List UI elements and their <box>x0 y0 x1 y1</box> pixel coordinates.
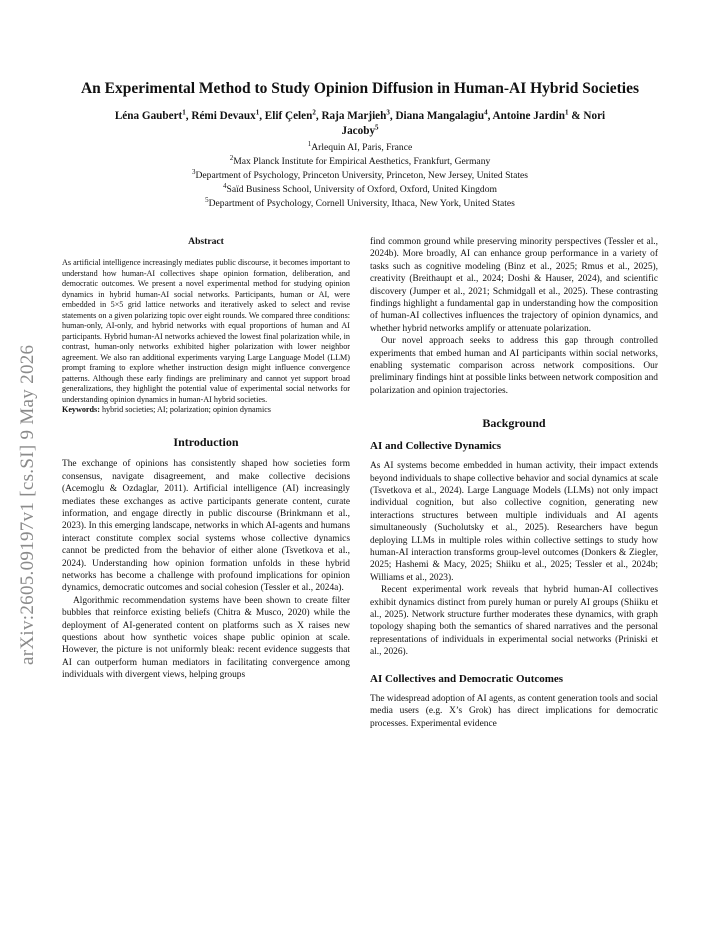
body-paragraph: Recent experimental work reveals that hybrid human-AI collectives exhibit dynamics distinct from purely human or purely AI groups (Shiiku et al., 2025). Network structure further moderates these dynamics, with graph topology shaping both the semantics of shared narratives and the personal representations of individuals in experimental social networks (Priniski et al., 2026). <box>370 585 658 658</box>
author: Antoine Jardin$^1$ <box>492 108 569 122</box>
subsection-heading: AI and Collective Dynamics <box>370 439 502 452</box>
author: Diana Mangalagiu$^4$ <box>395 108 488 122</box>
background-heading: Background <box>482 416 546 431</box>
author: Raja Marjieh$^3$ <box>321 108 390 122</box>
author: Rémi Devaux$^1$ <box>191 108 260 122</box>
abstract-text: As artificial intelligence increasingly mediates public discourse, it becomes important to understand how human-AI collectives shape opinion formation, deliberation, and democratic outcomes. We present a novel experimental method for studying opinion dynamics in hybrid human-AI social networks. Participants, human or AI, were embedded in 5×5 grid lattice networks and iteratively asked to select and revise statements on a given polarizing topic over eight rounds. We compared three conditions: human-only, AI-only, and hybrid networks with equal proportions of human and AI participants. Hybrid human-AI networks achieved the lowest final polarization while, in contrast, human-only networks exhibited higher polarization with lower neighbor agreement. We also ran additional experiments varying Large Language Model (LLM) prompt framing to explore whether instruction design might influence convergence patterns. Although these early findings are preliminary and cannot yet support broad generalizations, they highlight the potential value of experimental social networks for understanding opinion dynamics in human-AI hybrid societies. <box>62 258 350 404</box>
author: Elif Çelen$^2$ <box>264 108 316 122</box>
affiliation: $^3$Department of Psychology, Princeton University, Princeton, New Jersey, United States <box>191 167 528 181</box>
right-column <box>370 236 658 730</box>
affiliation: $^1$Arlequin AI, Paris, France <box>307 139 413 153</box>
body-paragraph: As AI systems become embedded in human activity, their impact extends beyond individuals to shape collective behavior and social dynamics at scale (Tsvetkova et al., 2024). Large Language Models (LLMs) not only impact individual cognition, but also collective cognition, generating new interactions structures between multiple individuals and AI agents simultaneously (Sucholutsky et al., 2025). Researchers have begun deploying LLMs in multiple roles within collective settings to study how human-AI interaction transforms group-level outcomes (Donkers & Ziegler, 2025; Hashemi & Macy, 2025; Shiiku et al., 2025; Tessler et al., 2024b; Williams et al., 2023). <box>370 461 658 583</box>
author-list: Léna Gaubert$^1$, Rémi Devaux$^1$, Elif Çelen$^2$, Raja Marjieh$^3$, Diana Mangalagiu$^4$, Antoine Jardin$^1$ & Nori Jacoby$^5$ <box>114 108 606 137</box>
affiliation-list <box>70 141 650 211</box>
body-paragraph: find common ground while preserving minority perspectives (Tessler et al., 2024b). More broadly, AI can enhance group performance in a variety of tasks such as cognitive modeling (Binz et al., 2025; Rmus et al., 2025), creativity (Breithaupt et al., 2024; Doshi & Hauser, 2024), and scientific discovery (Jumper et al., 2021; Schmidgall et al., 2025). These contrasting findings highlight a fundamental gap in understanding how the composition of human-AI collectives influences the trajectory of opinion dynamics, and whether hybrid networks amplify or attenuate polarization. <box>370 237 658 334</box>
affiliation: $^2$Max Planck Institute for Empirical Aesthetics, Frankfurt, Germany <box>229 153 491 167</box>
keywords: Keywords: hybrid societies; AI; polarization; opinion dynamics <box>62 405 271 415</box>
subsection-heading: AI Collectives and Democratic Outcomes <box>370 672 564 685</box>
paper-title: An Experimental Method to Study Opinion Diffusion in Human-AI Hybrid Societies <box>80 80 640 97</box>
abstract-heading: Abstract <box>188 236 224 247</box>
body-paragraph: The widespread adoption of AI agents, as content generation tools and social media users (e.g. X’s Grok) has direct implications for democratic processes. Experimental evidence <box>370 694 658 729</box>
body-paragraph: Our novel approach seeks to address this gap through controlled experiments that embed human and AI participants within social networks, enabling systematic comparison across network compositions. Our preliminary findings hint at possible links between network composition and polarization and opinion trajectories. <box>370 336 658 396</box>
arxiv-identifier: arXiv:2605.09197v1 [cs.SI] 9 May 2026 <box>17 344 38 665</box>
affiliation: $^4$Saïd Business School, University of Oxford, Oxford, United Kingdom <box>223 181 497 195</box>
author: Léna Gaubert$^1$ <box>114 108 186 122</box>
introduction-paragraph: Algorithmic recommendation systems have been shown to create filter bubbles that reinforce existing beliefs (Chitra & Musco, 2020) while the deployment of AI-generated content on platforms such as X raises new questions about how synthetic voices shape public opinion at scale. However, the picture is not uniformly bleak: recent evidence suggests that AI can outperform human mediators in facilitating convergence among individuals with divergent views, helping groups <box>62 595 350 681</box>
introduction-paragraph: The exchange of opinions has consistently shaped how societies form consensus, navigate disagreement, and make collective decisions (Acemoglu & Ozdaglar, 2011). Artificial intelligence (AI) increasingly mediates these exchanges as active participants generate content, curate information, and engage directly in public discourse (Brinkmann et al., 2023). In this emerging landscape, networks in which AI-agents and humans interact constitute complex social systems whose collective dynamics cannot be predicted from the behavior of either alone (Tsvetkova et al., 2024). Understanding how opinion formation unfolds in these hybrid networks has become a challenge with profound implications for opinion dynamics, democratic outcomes and social cohesion (Tessler et al., 2024a). <box>62 459 350 594</box>
left-column <box>62 236 350 682</box>
author: Nori Jacoby$^5$ <box>341 110 606 137</box>
introduction-heading: Introduction <box>173 434 239 449</box>
affiliation: $^5$Department of Psychology, Cornell University, Ithaca, New York, United States <box>205 195 515 209</box>
